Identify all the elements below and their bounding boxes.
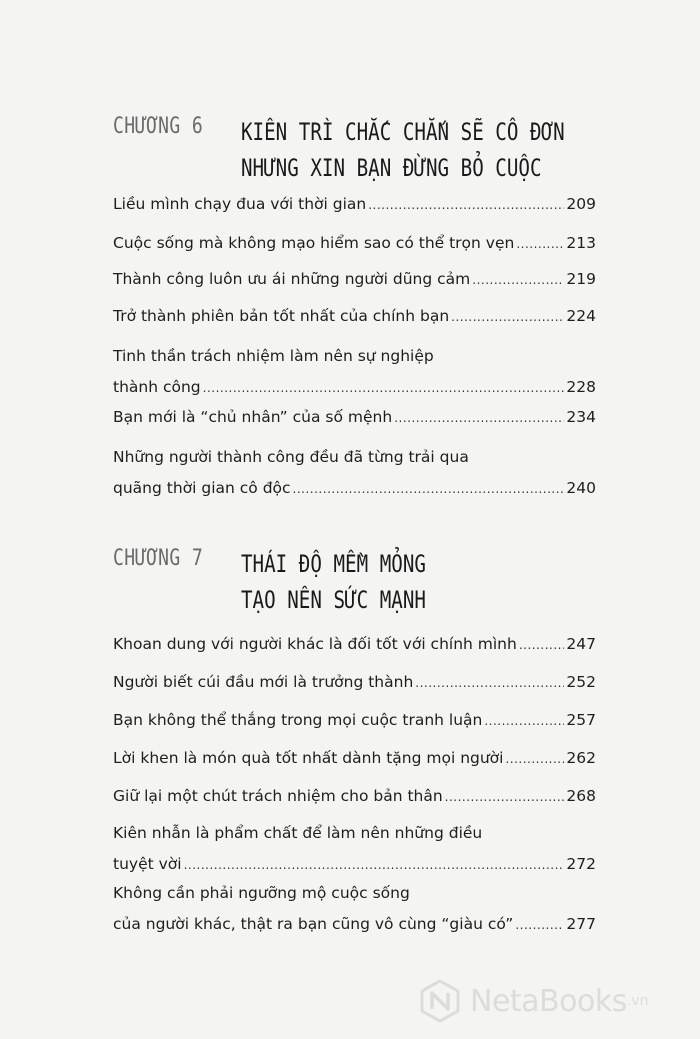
entry-title-cont: tuyệt vời bbox=[113, 855, 182, 873]
entry-title: Giữ lại một chút trách nhiệm cho bản thân bbox=[113, 787, 443, 805]
dot-leader bbox=[472, 269, 564, 291]
toc-entry[interactable] bbox=[113, 747, 596, 769]
toc-entry[interactable] bbox=[113, 633, 596, 655]
toc-entry[interactable] bbox=[113, 671, 596, 693]
chapter-label: CHƯƠNG 7 bbox=[113, 546, 204, 571]
page-number: 224 bbox=[566, 307, 596, 325]
page-number: 262 bbox=[566, 749, 596, 767]
toc-entry[interactable] bbox=[113, 822, 596, 875]
dot-leader bbox=[203, 377, 565, 399]
page-number: 252 bbox=[566, 673, 596, 691]
entry-title: Tinh thần trách nhiệm làm nên sự nghiệp bbox=[113, 347, 434, 365]
dot-leader bbox=[515, 914, 564, 936]
entry-title: Người biết cúi đầu mới là trưởng thành bbox=[113, 673, 414, 691]
dot-leader bbox=[445, 786, 565, 808]
entry-title: Kiên nhẫn là phẩm chất để làm nên những điều bbox=[113, 824, 483, 842]
dot-leader bbox=[451, 306, 564, 328]
dot-leader bbox=[516, 233, 564, 255]
chapter-title-line: NHƯNG XIN BẠN ĐỪNG BỎ CUỘC bbox=[241, 154, 542, 182]
page-number: 257 bbox=[566, 711, 596, 729]
page-number: 247 bbox=[566, 635, 596, 653]
toc-entry[interactable] bbox=[113, 193, 596, 215]
dot-leader bbox=[484, 710, 564, 732]
chapter-title-line: KIÊN TRÌ CHẮC CHẮN SẼ CÔ ĐƠN bbox=[241, 118, 565, 146]
dot-leader bbox=[368, 194, 564, 216]
page-number: 219 bbox=[566, 270, 596, 288]
entry-title: Không cần phải ngưỡng mộ cuộc sống bbox=[113, 884, 410, 902]
page-number: 228 bbox=[566, 378, 596, 396]
toc-entry[interactable] bbox=[113, 232, 596, 254]
page-number: 272 bbox=[566, 855, 596, 873]
entry-title-cont: của người khác, thật ra bạn cũng vô cùng “giàu có” bbox=[113, 915, 514, 933]
entry-title: Lời khen là món quà tốt nhất dành tặng mọi người bbox=[113, 749, 504, 767]
entry-title: Thành công luôn ưu ái những người dũng cảm bbox=[113, 270, 471, 288]
page-number: 268 bbox=[566, 787, 596, 805]
chapter-title bbox=[241, 546, 426, 618]
entry-title: Bạn không thể thắng trong mọi cuộc tranh luận bbox=[113, 711, 483, 729]
toc-entry[interactable] bbox=[113, 446, 596, 499]
dot-leader bbox=[505, 748, 564, 770]
page-number: 277 bbox=[566, 915, 596, 933]
chapter-title-line: TẠO NÊN SỨC MẠNH bbox=[241, 586, 426, 614]
dot-leader bbox=[519, 634, 565, 656]
entry-title: Trở thành phiên bản tốt nhất của chính bạn bbox=[113, 307, 450, 325]
toc-entry[interactable] bbox=[113, 406, 596, 428]
page-number: 213 bbox=[566, 234, 596, 252]
netabooks-watermark bbox=[418, 973, 698, 1029]
page-number: 209 bbox=[566, 195, 596, 213]
toc-entry[interactable] bbox=[113, 709, 596, 731]
dot-leader bbox=[394, 407, 564, 429]
toc-entry[interactable] bbox=[113, 785, 596, 807]
toc-entry[interactable] bbox=[113, 882, 596, 935]
dot-leader bbox=[415, 672, 564, 694]
watermark-suffix: .vn bbox=[626, 993, 649, 1009]
chapter-label: CHƯƠNG 6 bbox=[113, 114, 204, 139]
entry-title: Bạn mới là “chủ nhân” của số mệnh bbox=[113, 408, 393, 426]
netabooks-logo-icon bbox=[418, 979, 462, 1023]
toc-entry[interactable] bbox=[113, 268, 596, 290]
toc-entry[interactable] bbox=[113, 305, 596, 327]
page-number: 234 bbox=[566, 408, 596, 426]
entry-title-cont: thành công bbox=[113, 378, 201, 396]
entry-title: Những người thành công đều đã từng trải qua bbox=[113, 448, 469, 466]
watermark-brand: NetaBooks bbox=[470, 983, 627, 1019]
chapter-title-line: THÁI ĐỘ MỀM MỎNG bbox=[241, 550, 426, 578]
page-number: 240 bbox=[566, 479, 596, 497]
toc-entry[interactable] bbox=[113, 345, 596, 398]
entry-title-cont: quãng thời gian cô độc bbox=[113, 479, 291, 497]
entry-title: Khoan dung với người khác là đối tốt với chính mình bbox=[113, 635, 517, 653]
entry-title: Liều mình chạy đua với thời gian bbox=[113, 195, 367, 213]
chapter-title bbox=[241, 114, 565, 186]
dot-leader bbox=[184, 854, 565, 876]
entry-title: Cuộc sống mà không mạo hiểm sao có thể trọn vẹn bbox=[113, 234, 515, 252]
dot-leader bbox=[293, 478, 565, 500]
